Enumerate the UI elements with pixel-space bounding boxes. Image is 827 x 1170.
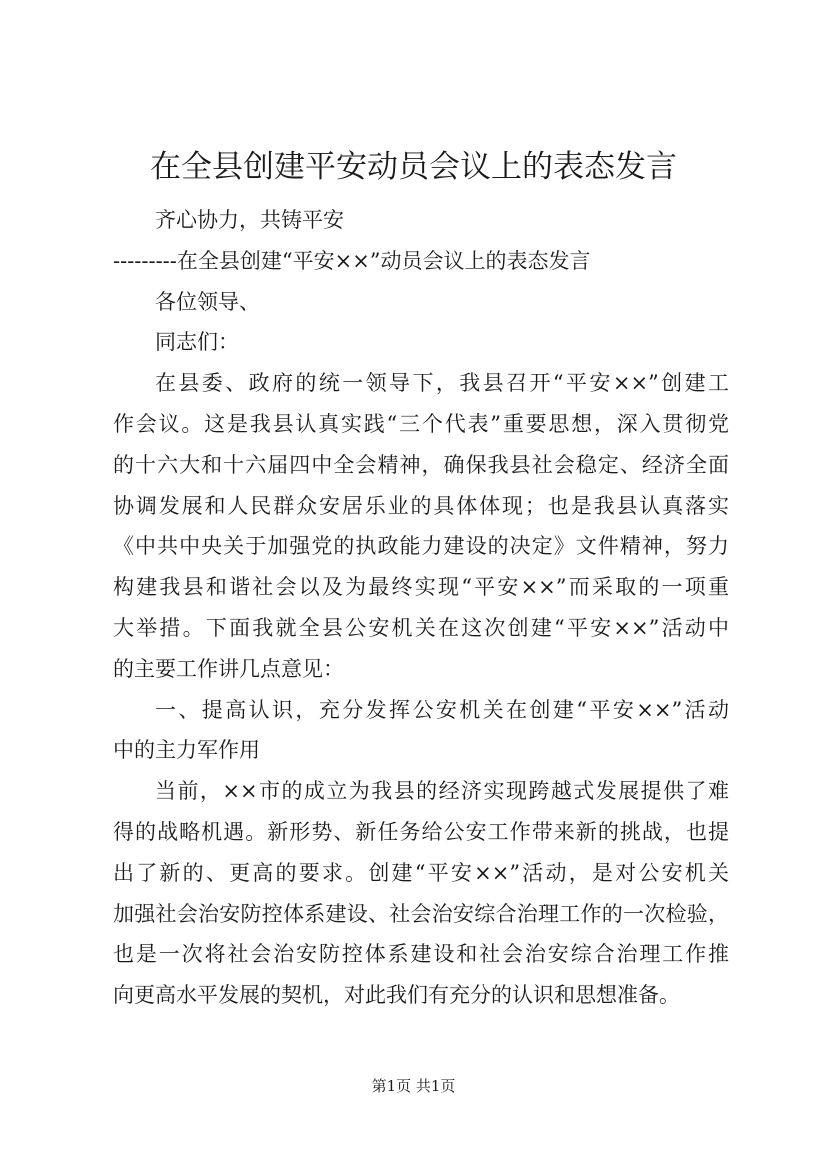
paragraph-2-line-2: 得的战略机遇。新形势、新任务给公安工作带来新的挑战，也提 bbox=[113, 819, 729, 844]
salutation-line-2: 同志们： bbox=[155, 330, 239, 355]
paragraph-1-line-2: 作会议。这是我县认真实践“三个代表”重要思想，深入贯彻党 bbox=[113, 411, 729, 436]
paragraph-1-line-5: 《中共中央关于加强党的执政能力建设的决定》文件精神，努力 bbox=[113, 534, 729, 559]
paragraph-1-line-3: 的十六大和十六届四中全会精神，确保我县社会稳定、经济全面 bbox=[113, 452, 729, 477]
paragraph-2-line-6: 向更高水平发展的契机，对此我们有充分的认识和思想准备。 bbox=[113, 983, 680, 1008]
subtitle-dash-line: ---------在全县创建“平安××”动员会议上的表态发言 bbox=[113, 248, 591, 273]
paragraph-2-line-5: 也是一次将社会治安防控体系建设和社会治安综合治理工作推 bbox=[113, 942, 729, 967]
paragraph-1-line-7: 大举措。下面我就全县公安机关在这次创建“平安××”活动中 bbox=[113, 615, 729, 640]
document-title: 在全县创建平安动员会议上的表态发言 bbox=[150, 149, 677, 185]
paragraph-1-line-4: 协调发展和人民群众安居乐业的具体体现；也是我县认真落实 bbox=[113, 493, 729, 518]
paragraph-1-line-6: 构建我县和谐社会以及为最终实现“平安××”而采取的一项重 bbox=[113, 575, 729, 600]
salutation-line-1: 各位领导、 bbox=[155, 289, 260, 314]
paragraph-2-line-4: 加强社会治安防控体系建设、社会治安综合治理工作的一次检验， bbox=[113, 901, 729, 926]
paragraph-2-line-1: 当前，××市的成立为我县的经济实现跨越式发展提供了难 bbox=[155, 779, 729, 804]
paragraph-1-line-1: 在县委、政府的统一领导下，我县召开“平安××”创建工 bbox=[155, 371, 729, 396]
section-heading-line-1: 一、提高认识，充分发挥公安机关在创建“平安××”活动 bbox=[155, 697, 729, 722]
page-footer: 第1页 共1页 bbox=[371, 1077, 456, 1095]
document-body bbox=[113, 200, 729, 1016]
paragraph-1-line-8: 的主要工作讲几点意见： bbox=[113, 656, 344, 681]
paragraph-2-line-3: 出了新的、更高的要求。创建“平安××”活动，是对公安机关 bbox=[113, 860, 729, 885]
section-heading-line-2: 中的主力军作用 bbox=[113, 738, 260, 763]
subtitle-line: 齐心协力，共铸平安 bbox=[155, 208, 344, 232]
